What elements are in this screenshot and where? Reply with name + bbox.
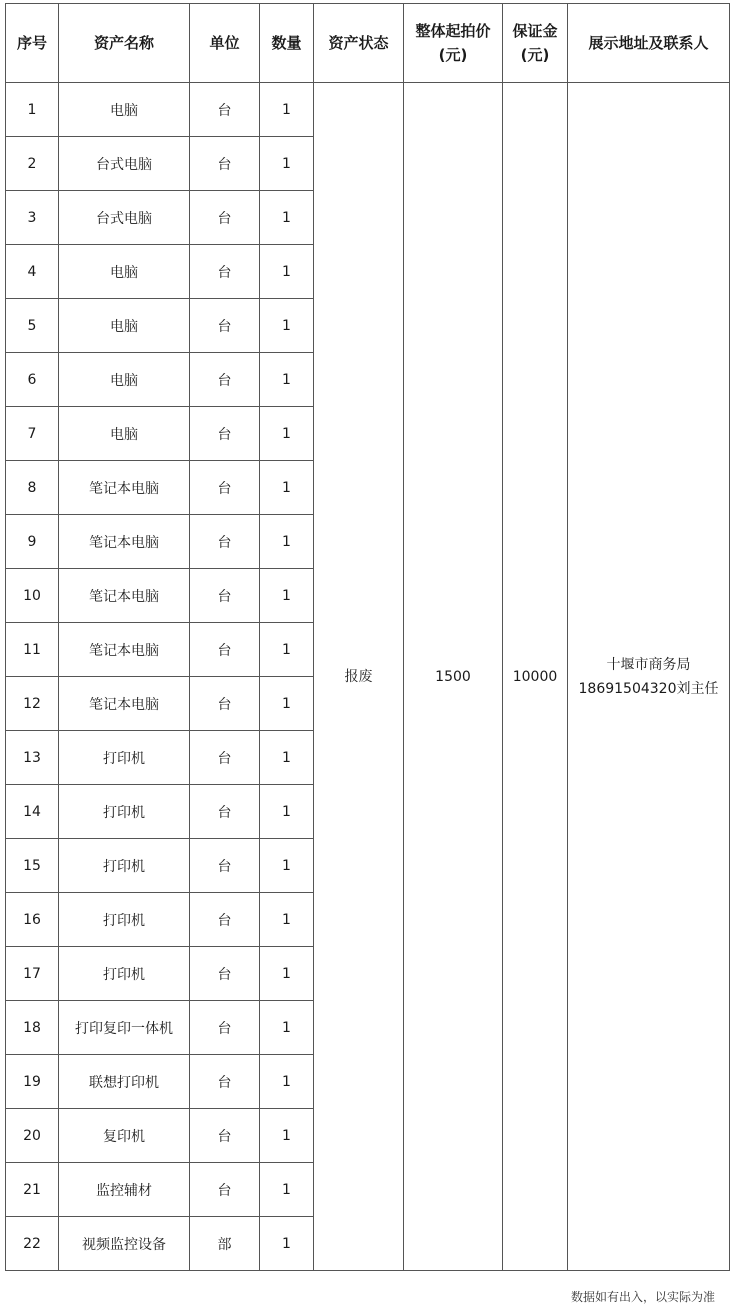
row-index: 2 [6, 137, 59, 191]
row-asset-name: 笔记本电脑 [59, 461, 190, 515]
row-asset-name: 打印机 [59, 947, 190, 1001]
header-asset-status: 资产状态 [314, 4, 404, 83]
row-quantity: 1 [260, 623, 314, 677]
row-unit: 台 [190, 1001, 260, 1055]
header-deposit-line2: (元) [520, 46, 550, 64]
row-unit: 台 [190, 461, 260, 515]
row-unit: 台 [190, 137, 260, 191]
header-asset-name: 资产名称 [59, 4, 190, 83]
header-start-price-line2: (元) [438, 46, 468, 64]
row-index: 9 [6, 515, 59, 569]
row-quantity: 1 [260, 1109, 314, 1163]
row-unit: 台 [190, 677, 260, 731]
row-unit: 台 [190, 83, 260, 137]
row-index: 3 [6, 191, 59, 245]
row-quantity: 1 [260, 407, 314, 461]
row-index: 22 [6, 1217, 59, 1271]
row-quantity: 1 [260, 1163, 314, 1217]
row-asset-name: 复印机 [59, 1109, 190, 1163]
row-index: 4 [6, 245, 59, 299]
row-index: 13 [6, 731, 59, 785]
row-unit: 台 [190, 1055, 260, 1109]
row-asset-name: 电脑 [59, 83, 190, 137]
row-index: 7 [6, 407, 59, 461]
row-asset-name: 台式电脑 [59, 137, 190, 191]
row-asset-name: 联想打印机 [59, 1055, 190, 1109]
row-asset-name: 笔记本电脑 [59, 623, 190, 677]
row-unit: 台 [190, 515, 260, 569]
row-quantity: 1 [260, 1055, 314, 1109]
table-body [6, 83, 730, 1271]
header-deposit [503, 4, 568, 83]
row-index: 20 [6, 1109, 59, 1163]
row-index: 19 [6, 1055, 59, 1109]
row-unit: 台 [190, 569, 260, 623]
row-unit: 台 [190, 785, 260, 839]
header-index: 序号 [6, 4, 59, 83]
row-quantity: 1 [260, 731, 314, 785]
footnote: 数据如有出入，以实际为准 [570, 1290, 715, 1304]
row-index: 5 [6, 299, 59, 353]
row-unit: 台 [190, 1163, 260, 1217]
row-unit: 台 [190, 353, 260, 407]
row-asset-name: 监控辅材 [59, 1163, 190, 1217]
row-index: 12 [6, 677, 59, 731]
row-index: 21 [6, 1163, 59, 1217]
header-quantity: 数量 [260, 4, 314, 83]
row-index: 17 [6, 947, 59, 1001]
row-unit: 台 [190, 299, 260, 353]
asset-table [5, 3, 730, 1271]
header-start-price-line1: 整体起拍价 [415, 22, 491, 40]
row-asset-name: 打印机 [59, 893, 190, 947]
row-index: 6 [6, 353, 59, 407]
row-asset-name: 打印机 [59, 839, 190, 893]
row-quantity: 1 [260, 461, 314, 515]
header-start-price [404, 4, 503, 83]
row-index: 11 [6, 623, 59, 677]
row-asset-name: 视频监控设备 [59, 1217, 190, 1271]
row-quantity: 1 [260, 137, 314, 191]
row-unit: 台 [190, 839, 260, 893]
row-index: 8 [6, 461, 59, 515]
row-quantity: 1 [260, 83, 314, 137]
row-asset-name: 打印机 [59, 731, 190, 785]
row-unit: 台 [190, 893, 260, 947]
table-row [6, 83, 730, 137]
row-unit: 台 [190, 191, 260, 245]
row-asset-name: 打印机 [59, 785, 190, 839]
row-asset-name: 电脑 [59, 299, 190, 353]
row-asset-name: 电脑 [59, 245, 190, 299]
row-unit: 部 [190, 1217, 260, 1271]
header-unit: 单位 [190, 4, 260, 83]
header-contact: 展示地址及联系人 [568, 4, 730, 83]
row-asset-name: 笔记本电脑 [59, 677, 190, 731]
row-asset-name: 打印复印一体机 [59, 1001, 190, 1055]
row-quantity: 1 [260, 569, 314, 623]
row-quantity: 1 [260, 785, 314, 839]
row-unit: 台 [190, 947, 260, 1001]
start-price-cell: 1500 [404, 83, 503, 1271]
row-quantity: 1 [260, 947, 314, 1001]
row-asset-name: 电脑 [59, 407, 190, 461]
row-asset-name: 笔记本电脑 [59, 569, 190, 623]
contact-phone-person: 18691504320刘主任 [578, 680, 719, 697]
row-quantity: 1 [260, 245, 314, 299]
row-unit: 台 [190, 245, 260, 299]
contact-cell [568, 83, 730, 1271]
row-asset-name: 电脑 [59, 353, 190, 407]
row-asset-name: 台式电脑 [59, 191, 190, 245]
contact-organization: 十堰市商务局 [606, 656, 691, 673]
row-quantity: 1 [260, 353, 314, 407]
asset-status-cell: 报废 [314, 83, 404, 1271]
row-unit: 台 [190, 407, 260, 461]
row-quantity: 1 [260, 1217, 314, 1271]
row-index: 10 [6, 569, 59, 623]
row-quantity: 1 [260, 893, 314, 947]
deposit-cell: 10000 [503, 83, 568, 1271]
row-index: 15 [6, 839, 59, 893]
row-index: 16 [6, 893, 59, 947]
row-index: 1 [6, 83, 59, 137]
row-quantity: 1 [260, 839, 314, 893]
row-quantity: 1 [260, 191, 314, 245]
row-unit: 台 [190, 731, 260, 785]
row-asset-name: 笔记本电脑 [59, 515, 190, 569]
row-unit: 台 [190, 623, 260, 677]
row-index: 14 [6, 785, 59, 839]
row-unit: 台 [190, 1109, 260, 1163]
row-quantity: 1 [260, 299, 314, 353]
row-quantity: 1 [260, 1001, 314, 1055]
table-header-row [6, 4, 730, 83]
header-deposit-line1: 保证金 [512, 22, 558, 40]
row-quantity: 1 [260, 677, 314, 731]
row-index: 18 [6, 1001, 59, 1055]
row-quantity: 1 [260, 515, 314, 569]
